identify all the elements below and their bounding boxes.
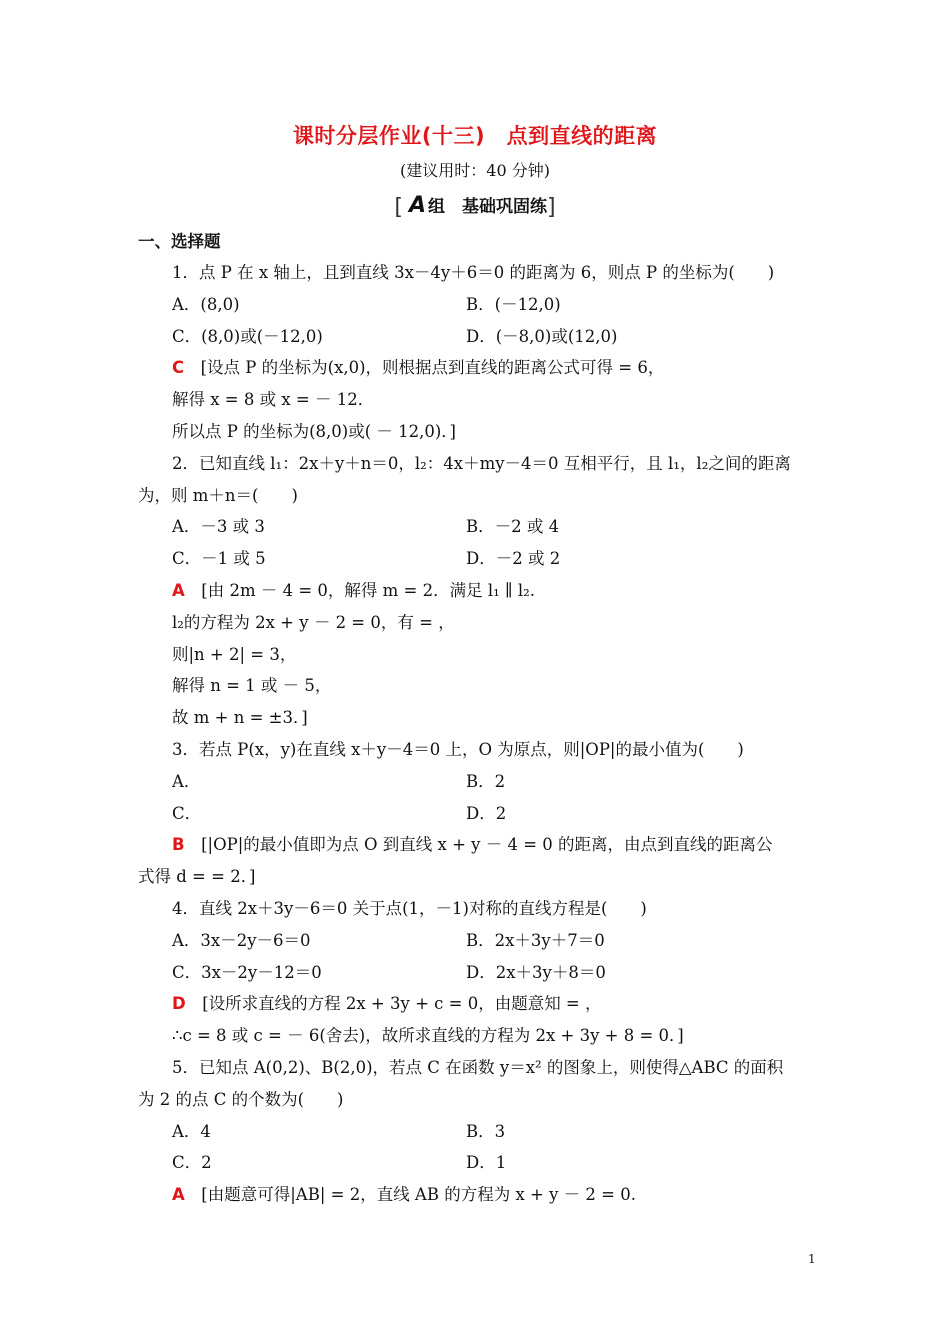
q3-stem: 3．若点 P(x，y)在直线 x＋y－4＝0 上，O 为原点，则|OP|的最小值为( ): [172, 740, 744, 759]
q4-explanation-text: [设所求直线的方程 2x + 3y + c = 0，由题意知 = ，: [202, 994, 602, 1013]
q1-explanation-line-2: 解得 x = 8 或 x = － 12．: [172, 390, 375, 409]
q2-explanation-line-5: 故 m + n = ±3．]: [172, 708, 308, 727]
q3-option-c: C．: [172, 804, 202, 823]
q4-explanation-line-1: [172, 993, 602, 1015]
q5-answer: A: [172, 1185, 185, 1204]
q1-option-a: A．(8,0): [172, 295, 240, 314]
left-bracket: [: [394, 195, 403, 220]
section-heading: 一、选择题: [138, 232, 221, 251]
page-title: 课时分层作业(十三) 点到直线的距离: [292, 124, 658, 148]
q2-stem-line-2: 为，则 m＋n＝( ): [138, 486, 298, 505]
q4-stem: 4．直线 2x＋3y－6＝0 关于点(1，－1)对称的直线方程是( ): [172, 899, 647, 918]
q2-option-b: B．－2 或 4: [466, 517, 560, 536]
q5-explanation-line-1: [172, 1184, 636, 1206]
q2-answer: A: [172, 581, 185, 600]
q2-explanation-text: [由 2m － 4 = 0，解得 m = 2．满足 l₁ ∥ l₂.: [201, 581, 535, 600]
q1-answer: C: [172, 358, 185, 377]
q3-option-b: B．2: [466, 772, 506, 791]
q1-option-d: D．(－8,0)或(12,0): [466, 327, 618, 346]
q4-explanation-line-2: ∴c = 8 或 c = － 6(舍去)，故所求直线的方程为 2x + 3y + 8 = 0．]: [172, 1026, 684, 1045]
page-number: 1: [808, 1252, 816, 1266]
q4-answer: D: [172, 994, 186, 1013]
q3-explanation-text: [|OP|的最小值即为点 O 到直线 x + y － 4 = 0 的距离，由点到直线的距离公: [201, 835, 773, 854]
q1-explanation-text: [设点 P 的坐标为(x,0)，则根据点到直线的距离公式可得 = 6，: [200, 358, 665, 377]
q5-explanation-text: [由题意可得|AB| = 2，直线 AB 的方程为 x + y － 2 = 0.: [201, 1185, 636, 1204]
suggested-time: (建议用时：40 分钟): [400, 161, 550, 180]
q3-explanation-line-1: [172, 834, 773, 856]
right-bracket: ]: [547, 195, 556, 220]
q1-explanation-line-1: [172, 357, 664, 379]
q2-option-d: D．－2 或 2: [466, 549, 561, 568]
q4-option-a: A．3x－2y－6＝0: [172, 931, 311, 950]
q2-option-c: C．－1 或 5: [172, 549, 266, 568]
q3-option-a: A．: [172, 772, 201, 791]
q5-stem-line-2: 为 2 的点 C 的个数为( ): [138, 1090, 344, 1109]
q5-stem-line-1: 5．已知点 A(0,2)、B(2,0)，若点 C 在函数 y＝x² 的图象上，则使得△ABC 的面积: [172, 1058, 784, 1077]
group-a-label: [0, 192, 950, 220]
q3-option-d: D．2: [466, 804, 507, 823]
q1-explanation-line-3: 所以点 P 的坐标为(8,0)或( － 12,0)．]: [172, 422, 456, 441]
q2-explanation-line-1: [172, 580, 535, 602]
q4-option-d: D．2x＋3y＋8＝0: [466, 963, 606, 982]
group-letter: A: [408, 193, 427, 218]
q5-option-a: A．4: [172, 1122, 211, 1141]
q2-option-a: A．－3 或 3: [172, 517, 265, 536]
q3-explanation-line-2: 式得 d = = 2．]: [138, 867, 256, 886]
q1-stem: 1．点 P 在 x 轴上，且到直线 3x－4y＋6＝0 的距离为 6，则点 P 的坐标为( ): [172, 263, 775, 282]
group-name: 组 基础巩固练: [428, 197, 548, 217]
q2-explanation-line-4: 解得 n = 1 或 － 5，: [172, 676, 332, 695]
q4-option-c: C．3x－2y－12＝0: [172, 963, 322, 982]
q4-option-b: B．2x＋3y＋7＝0: [466, 931, 605, 950]
q2-stem-line-1: 2．已知直线 l₁：2x＋y＋n＝0，l₂：4x＋my－4＝0 互相平行，且 l₁，l₂之间的距离: [172, 454, 791, 473]
q2-explanation-line-3: 则|n + 2| = 3，: [172, 645, 297, 664]
q1-option-c: C．(8,0)或(－12,0): [172, 327, 323, 346]
q2-explanation-line-2: l₂的方程为 2x + y － 2 = 0，有 = ，: [172, 613, 455, 632]
q3-answer: B: [172, 835, 185, 854]
q5-option-c: C．2: [172, 1153, 212, 1172]
q5-option-d: D．1: [466, 1153, 507, 1172]
q1-option-b: B．(－12,0): [466, 295, 561, 314]
q5-option-b: B．3: [466, 1122, 506, 1141]
